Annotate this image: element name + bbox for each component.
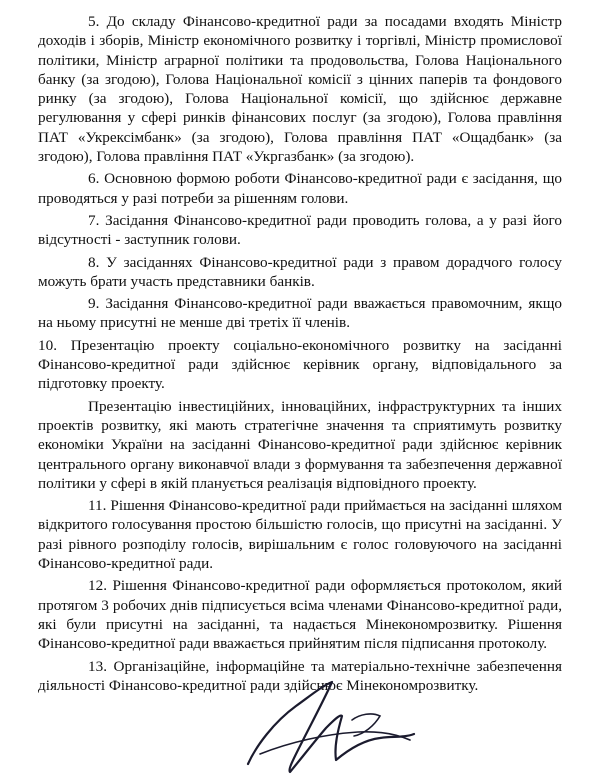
paragraph-9: 9. Засідання Фінансово-кредитної ради вважається правомочним, якщо на ньому присутні не менше дві третіх її членів. xyxy=(38,295,562,332)
paragraph-11: 11. Рішення Фінансово-кредитної ради приймається на засіданні шляхом відкритого голосування простою більшістю голосів, що присутні на засіданні. У разі рівного розподілу голосів, вирішальним є голос головуючого на засіданні Фінансово-кредитної ради. xyxy=(38,497,562,573)
paragraph-7: 7. Засідання Фінансово-кредитної ради проводить голова, а у разі його відсутності - заступник голови. xyxy=(38,211,562,249)
paragraph-8: 8. У засіданнях Фінансово-кредитної ради з правом дорадчого голосу можуть брати участь представники банків. xyxy=(38,253,562,290)
paragraph-13: 13. Організаційне, інформаційне та матеріально-технічне забезпечення діяльності Фінансово-кредитної ради здійснює Мінекономрозвитку. xyxy=(38,657,562,694)
document-body xyxy=(38,12,562,698)
paragraph-12: 12. Рішення Фінансово-кредитної ради оформляється протоколом, який протягом 3 робочих днів підписується всіма членами Фінансово-кредитної ради, які були присутні на засіданні, та надається Мінекономрозвитку. Рішення Фінансово-кредитної ради вважається прийнятим після підписання протоколу. xyxy=(38,577,562,653)
handwritten-signature xyxy=(230,676,430,776)
paragraph-10-continued: Презентацію інвестиційних, інноваційних, інфраструктурних та інших проектів розвитку, які мають стратегічне значення та сприятимуть розвитку економіки України на засіданні Фінансово-кредитної ради здійснює керівник центрального органу виконавчої влади з формування та забезпечення державної політики у сфері в якій планується реалізація відповідного проекту. xyxy=(38,397,562,492)
paragraph-10: 10. Презентацію проекту соціально-економічного розвитку на засіданні Фінансово-кредитної ради здійснює керівник органу, відповідального за підготовку проекту. xyxy=(38,336,562,393)
paragraph-5: 5. До складу Фінансово-кредитної ради за посадами входять Міністр доходів і зборів, Міністр економічного розвитку і торгівлі, Міністр промислової політики, Міністр аграрної політики та продовольства, Голова Національного банку (за згодою), Голова Національної комісії з цінних паперів та фондового ринку (за згодою), Голова Національної комісії, що здійснює державне регулювання у сфері ринків фінансових послуг (за згодою), Голова правління ПАТ «Укрексімбанк» (за згодою), Голова правління ПАТ «Ощадбанк» (за згодою), Голова правління ПАТ «Укргазбанк» (за згодою). xyxy=(38,13,562,166)
paragraph-6: 6. Основною формою роботи Фінансово-кредитної ради є засідання, що проводяться у разі потреби за рішенням голови. xyxy=(38,170,562,207)
